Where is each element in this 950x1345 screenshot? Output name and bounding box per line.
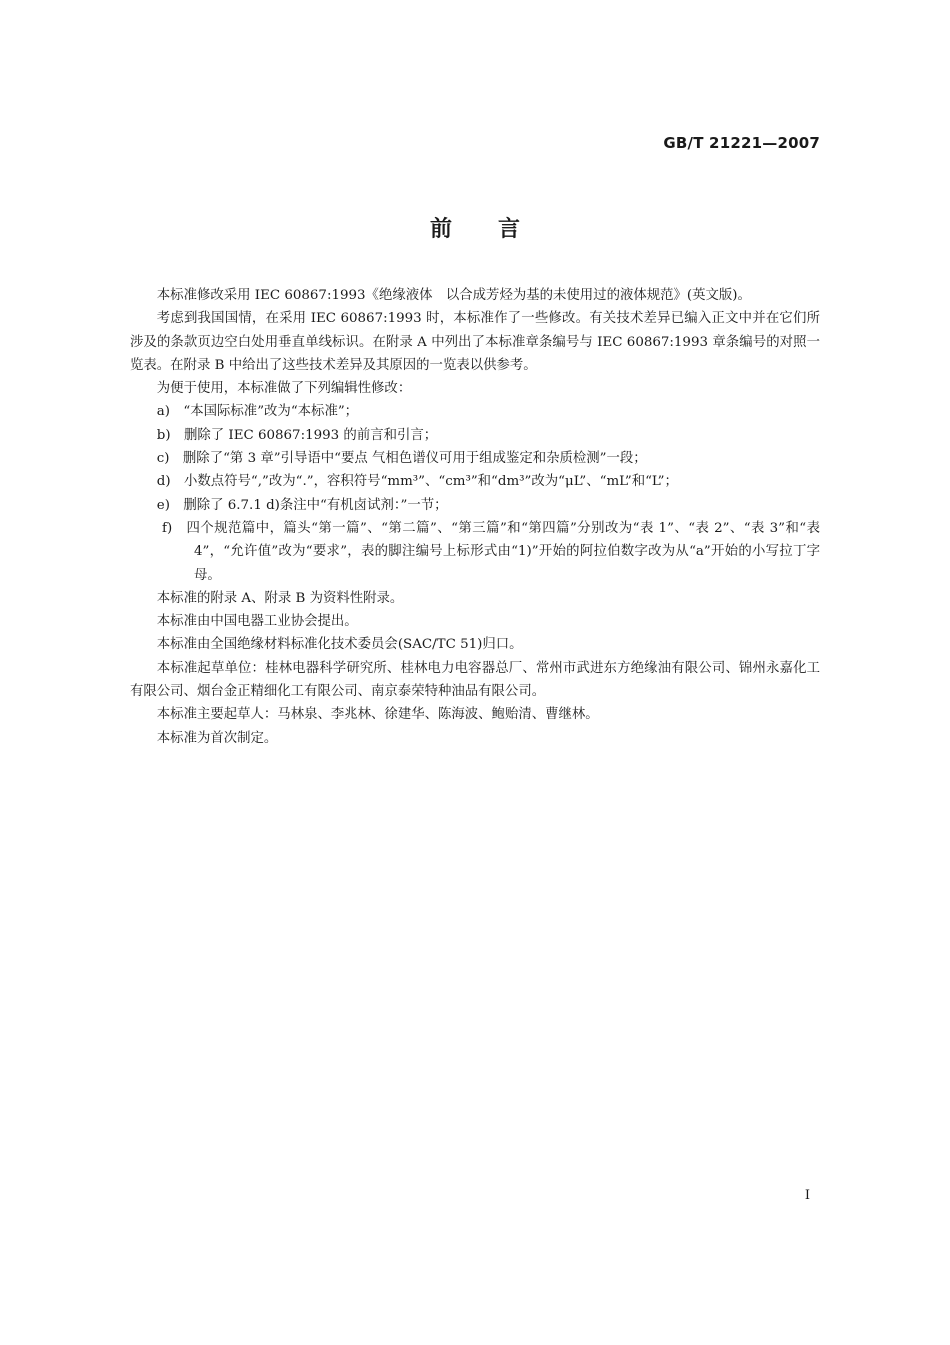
- title-char-1: 前: [429, 217, 452, 242]
- paragraph-modifications: 考虑到我国国情，在采用 IEC 60867:1993 时，本标准作了一些修改。有关技术差异已编入正文中并在它们所涉及的条款页边空白处用垂直单线标识。在附录 A 中列出了本标准章条编号与 IEC 60867:1993 章条编号的对照一览表。在附录 B 中给出了这些技术差异及其原因的一览表以供参考。: [130, 311, 820, 373]
- foreword-body: [130, 284, 820, 750]
- page-title: [0, 212, 950, 243]
- list-item-a: a) “本国际标准”改为“本标准”；: [156, 404, 359, 420]
- list-item-f: f) 四个规范篇中，篇头“第一篇”、“第二篇”、“第三篇”和“第四篇”分别改为“表 1”、“表 2”、“表 3”和“表 4”，“允许值”改为“要求”，表的脚注编号上标形式由“1)”开始的阿拉伯数字改为从“a”开始的小写拉丁字母。: [162, 520, 820, 583]
- standard-code: GB/T 21221—2007: [663, 134, 820, 152]
- list-item-e: e) 删除了 6.7.1 d)条注中“有机卤试剂：”一节；: [156, 497, 448, 513]
- list-item-d: d) 小数点符号“,”改为“.”，容积符号“mm³”、“cm³”和“dm³”改为“μL”、“mL”和“L”；: [156, 474, 678, 490]
- paragraph-annex: 本标准的附录 A、附录 B 为资料性附录。: [156, 590, 404, 606]
- paragraph-committee: 本标准由全国绝缘材料标准化技术委员会(SAC/TC 51)归口。: [156, 637, 523, 653]
- list-item-c: c) 删除了“第 3 章”引导语中“要点 气相色谱仪可用于组成鉴定和杂质检测”一段；: [156, 451, 647, 467]
- paragraph-editorial-intro: 为便于使用，本标准做了下列编辑性修改：: [156, 381, 412, 397]
- page-number: I: [804, 1188, 810, 1203]
- paragraph-proposer: 本标准由中国电器工业协会提出。: [156, 614, 358, 630]
- paragraph-first-edition: 本标准为首次制定。: [156, 730, 278, 746]
- paragraph-adoption: 本标准修改采用 IEC 60867:1993《绝缘液体 以合成芳烃为基的未使用过的液体规范》(英文版)。: [156, 288, 751, 303]
- list-item-b: b) 删除了 IEC 60867:1993 的前言和引言；: [156, 427, 438, 443]
- paragraph-drafting-units: 本标准起草单位：桂林电器科学研究所、桂林电力电容器总厂、常州市武进东方绝缘油有限公司、锦州永嘉化工有限公司、烟台金正精细化工有限公司、南京泰荣特种油品有限公司。: [130, 660, 820, 700]
- paragraph-drafters: 本标准主要起草人：马林泉、李兆林、徐建华、陈海波、鲍贻清、曹继林。: [156, 707, 599, 723]
- title-char-2: 言: [498, 217, 521, 242]
